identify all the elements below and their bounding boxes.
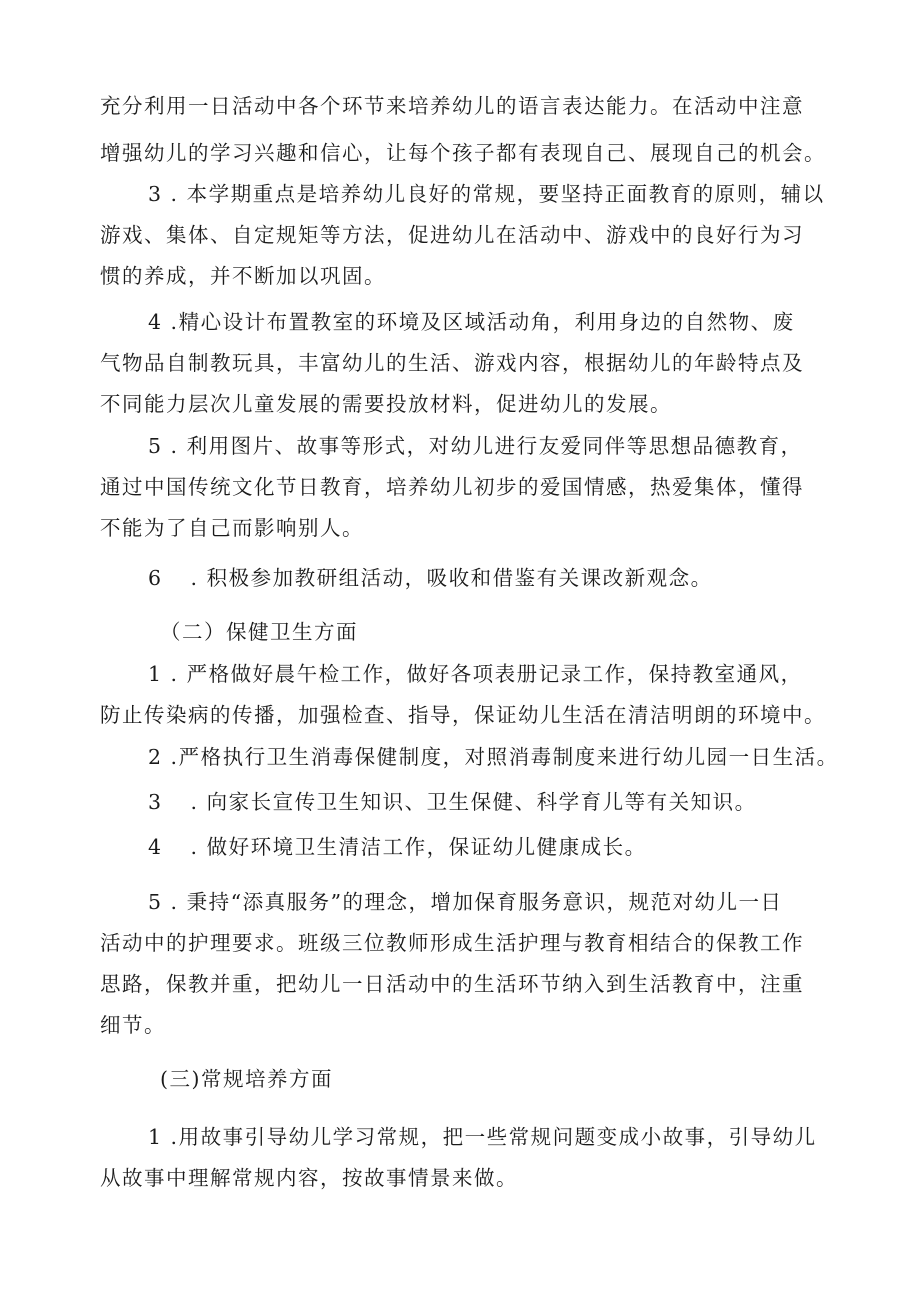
paragraph-line: 惯的养成，并不断加以巩固。: [100, 264, 386, 288]
list-item-line: 5 . 利用图片、故事等形式，对幼儿进行友爱同伴等思想品德教育，: [148, 434, 803, 458]
section-heading: （二）保健卫生方面: [160, 620, 358, 644]
list-item-text: . 向家长宣传卫生知识、卫生保健、科学育儿等有关知识。: [190, 790, 757, 814]
paragraph-line: 不能为了自己而影响别人。: [100, 516, 364, 540]
list-item-line: 5 . 秉持“添真服务”的理念，增加保育服务意识，规范对幼儿一日: [148, 890, 783, 914]
list-item-number: 3: [148, 790, 163, 814]
paragraph-line: 思路，保教并重，把幼儿一日活动中的生活环节纳入到生活教育中，注重: [100, 972, 804, 996]
list-item-line: 4 .精心设计布置教室的环境及区域活动角，利用身边的自然物、废: [148, 310, 795, 334]
list-item-line: 2 .严格执行卫生消毒保健制度，对照消毒制度来进行幼儿园一日生活。: [148, 745, 839, 769]
list-item-text: . 积极参加教研组活动，吸收和借鉴有关课改新观念。: [190, 566, 713, 590]
paragraph-line: 充分利用一日活动中各个环节来培养幼儿的语言表达能力。在活动中注意: [100, 94, 804, 118]
paragraph-line: 不同能力层次儿童发展的需要投放材料，促进幼儿的发展。: [100, 392, 672, 416]
list-item-number: 6: [148, 566, 163, 590]
paragraph-line: 细节。: [100, 1013, 166, 1037]
list-item-line: [148, 561, 845, 595]
paragraph-line: 防止传染病的传播，加强检查、指导，保证幼儿生活在清洁明朗的环境中。: [100, 703, 826, 727]
list-item-line: 1 . 严格做好晨午检工作，做好各项表册记录工作，保持教室通风，: [148, 662, 803, 686]
paragraph-line: 增强幼儿的学习兴趣和信心，让每个孩子都有表现自己、展现自己的机会。: [100, 141, 826, 165]
paragraph-line: 活动中的护理要求。班级三位教师形成生活护理与教育相结合的保教工作: [100, 931, 804, 955]
list-item-text: . 做好环境卫生清洁工作，保证幼儿健康成长。: [190, 835, 647, 859]
list-item-line: 1 .用故事引导幼儿学习常规，把一些常规问题变成小故事，引导幼儿: [148, 1125, 817, 1149]
list-item-line: 3 . 本学期重点是培养幼儿良好的常规，要坚持正面教育的原则，辅以: [148, 182, 825, 206]
list-item-number: 4: [148, 835, 163, 859]
paragraph-line: 游戏、集体、自定规矩等方法，促进幼儿在活动中、游戏中的良好行为习: [100, 223, 804, 247]
list-item-line: [148, 830, 845, 864]
paragraph-line: 气物品自制教玩具，丰富幼儿的生活、游戏内容，根据幼儿的年龄特点及: [100, 351, 804, 375]
list-item-line: [148, 785, 845, 819]
paragraph-line: 从故事中理解常规内容，按故事情景来做。: [100, 1166, 518, 1190]
paragraph-line: 通过中国传统文化节日教育，培养幼儿初步的爱国情感，热爱集体，懂得: [100, 475, 804, 499]
section-heading: (三)常规培养方面: [160, 1067, 333, 1091]
